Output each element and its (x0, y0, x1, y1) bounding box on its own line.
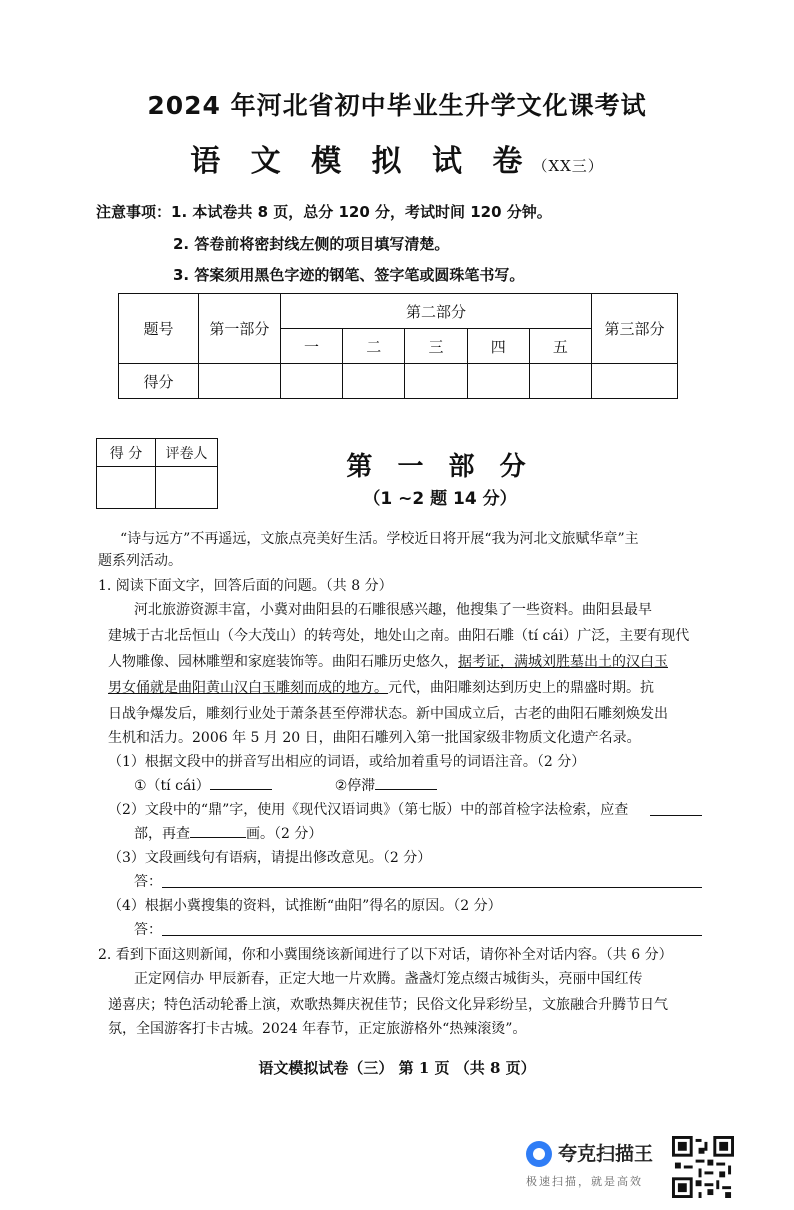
intro-line-1: “诗与远方”不再遥远，文旅点亮美好生活。学校近日将开展“我为河北文旅赋华章”主 (120, 531, 639, 547)
scanner-slogan: 极速扫描，就是高效 (526, 1175, 643, 1188)
score-table-part1: 第一部分 (198, 294, 280, 364)
q2-news-1: 正定网信办 甲辰新春，正定大地一片欢腾。盏盏灯笼点缀古城街头，亮丽中国红传 (134, 971, 643, 987)
q1-sub1-a-label: ①（tí cái） (134, 778, 210, 794)
q1-sub3-answer-label: 答： (134, 874, 162, 890)
score-cell[interactable] (467, 364, 529, 399)
grader-name-cell[interactable] (156, 467, 218, 509)
score-table-header-num: 题号 (119, 294, 199, 364)
q1-sub1-a-blank[interactable] (210, 775, 272, 790)
score-row-label: 得分 (119, 364, 199, 399)
grader-name-label: 评卷人 (156, 439, 218, 467)
q1-passage-2: 建城于古北岳恒山（今大茂山）的转弯处，地处山之南。曲阳石雕（tí cái）广泛，主要有现代 (108, 628, 690, 644)
notice-label: 注意事项： (96, 203, 172, 221)
q1-sub2-part: 部，再查 (134, 826, 190, 842)
score-cell[interactable] (592, 364, 678, 399)
q1-sub4: （4）根据小冀搜集的资料，试推断“曲阳”得名的原因。（2 分） (108, 898, 502, 914)
q1-sub2-line1: （2）文段中的“鼎”字，使用《现代汉语词典》（第七版）中的部首检字法检索，应查 (108, 802, 629, 818)
q2-news-3: 氛，全国游客打卡古城。2024 年春节，正定旅游格外“热辣滚烫”。 (108, 1021, 527, 1037)
score-table-col-2: 二 (343, 329, 405, 364)
score-cell[interactable] (405, 364, 467, 399)
q1-sub1-b-blank[interactable] (375, 775, 437, 790)
notice-line-1 (96, 201, 552, 222)
score-table-col-4: 四 (467, 329, 529, 364)
scanner-watermark (526, 1139, 666, 1195)
page-footer: 语文模拟试卷（三） 第 1 页 （共 8 页） (258, 1059, 536, 1077)
q1-passage-5: 日战争爆发后，雕刻行业处于萧条甚至停滞状态。新中国成立后，古老的曲阳石雕刻焕发出 (108, 706, 668, 722)
score-cell[interactable] (280, 364, 342, 399)
score-cell[interactable] (529, 364, 591, 399)
scanner-name: 夸克扫描王 (558, 1143, 654, 1165)
q1-passage-3a: 人物雕像、园林雕塑和家庭装饰等。曲阳石雕历史悠久， (108, 654, 458, 670)
q1-underline-b: 男女俑就是曲阳黄山汉白玉雕刻而成的地方。 (108, 680, 388, 696)
q1-passage-4 (108, 677, 654, 699)
q1-sub3: （3）文段画线句有语病，请提出修改意见。（2 分） (108, 850, 432, 866)
score-cell[interactable] (198, 364, 280, 399)
notice-item-1: 1. 本试卷共 8 页，总分 120 分，考试时间 120 分钟。 (171, 203, 552, 221)
exam-title: 2024 年河北省初中毕业生升学文化课考试 (147, 91, 647, 120)
q1-sub2-line2 (134, 823, 322, 845)
grader-score-cell[interactable] (97, 467, 156, 509)
q1-sub1: （1）根据文段中的拼音写出相应的词语，或给加着重号的词语注音。（2 分） (108, 754, 586, 770)
scanner-logo-icon (526, 1141, 552, 1167)
part-one-range: （1 ~2 题 14 分） (363, 489, 517, 509)
qr-code-icon (672, 1136, 734, 1198)
q2-news-2: 递喜庆；特色活动轮番上演，欢歌热舞庆祝佳节；民俗文化异彩纷呈，文旅融合升腾节日气 (108, 997, 668, 1013)
score-cell[interactable] (343, 364, 405, 399)
q1-sub1-answers (134, 775, 437, 797)
score-table-col-1: 一 (280, 329, 342, 364)
q1-underline-a: 据考证，满城刘胜墓出土的汉白玉 (458, 654, 668, 670)
q1-passage-6: 生机和活力。2006 年 5 月 20 日，曲阳石雕列入第一批国家级非物质文化遗产名录。 (108, 730, 641, 746)
q1-sub4-answer-line[interactable] (162, 935, 702, 936)
q2-stem: 2. 看到下面这则新闻，你和小冀围绕该新闻进行了以下对话，请你补全对话内容。（共 6 分） (98, 947, 673, 963)
score-table-part2: 第二部分 (280, 294, 591, 329)
q1-sub2-strokes: 画。（2 分） (246, 826, 323, 842)
q1-sub4-answer-label: 答： (134, 922, 162, 938)
score-table-part3: 第三部分 (592, 294, 678, 364)
q1-sub2-blank-a[interactable] (650, 815, 702, 816)
q1-passage-3 (108, 651, 668, 673)
part-one-title: 第 一 部 分 (346, 452, 534, 482)
q1-stem: 1. 阅读下面文字，回答后面的问题。（共 8 分） (98, 578, 393, 594)
grader-score-label: 得 分 (97, 439, 156, 467)
q1-passage-4b: 元代，曲阳雕刻达到历史上的鼎盛时期。抗 (388, 680, 654, 696)
q1-passage-1: 河北旅游资源丰富，小冀对曲阳县的石雕很感兴趣，他搜集了一些资料。曲阳县最早 (134, 602, 652, 618)
intro-line-2: 题系列活动。 (98, 553, 182, 569)
subtitle-text: 语 文 模 拟 试 卷 (190, 144, 533, 179)
q1-sub3-answer-line[interactable] (162, 887, 702, 888)
q1-sub1-b-label: ②停滞 (334, 778, 376, 794)
score-table-col-3: 三 (405, 329, 467, 364)
exam-subtitle (0, 136, 794, 180)
q1-sub2-blank-b[interactable] (190, 823, 246, 838)
score-table-col-5: 五 (529, 329, 591, 364)
grader-box (96, 438, 218, 509)
notice-item-2: 2. 答卷前将密封线左侧的项目填写清楚。 (173, 235, 450, 253)
score-table (118, 293, 678, 399)
notice-item-3: 3. 答案须用黑色字迹的钢笔、签字笔或圆珠笔书写。 (173, 266, 525, 284)
subtitle-tag: （XX三） (532, 157, 604, 175)
